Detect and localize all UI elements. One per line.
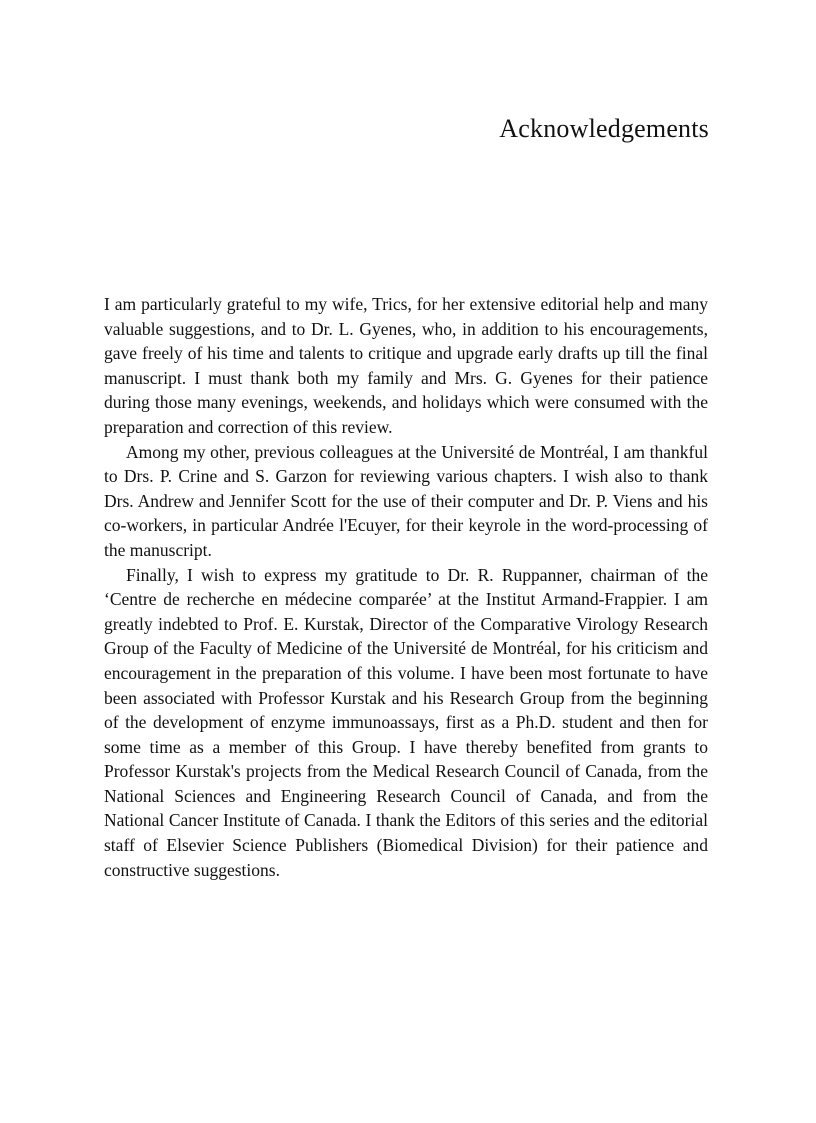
paragraph-family-thanks: I am particularly grateful to my wife, Trics, for her extensive editorial help and many valuable suggestions, and to Dr. L. Gyenes, who, in addition to his encouragements, gave freely of his time and talents to critique and upgrade early drafts up till the final manuscript. I must thank both my family and Mrs. G. Gyenes for their patience during those many evenings, weekends, and holidays which were consumed with the preparation and correction of this review. [104, 294, 708, 437]
page-title: Acknowledgements [499, 114, 709, 143]
acknowledgements-body [104, 292, 708, 882]
paragraph-colleagues-thanks: Among my other, previous colleagues at the Université de Montréal, I am thankful to Drs. P. Crine and S. Garzon for reviewing various chapters. I wish also to thank Drs. Andrew and Jennifer Scott for the use of their computer and Dr. P. Viens and his co-workers, in particular Andrée l'Ecuyer, for their keyrole in the word-processing of the manuscript. [104, 441, 708, 560]
paragraph-institutional-thanks: Finally, I wish to express my gratitude to Dr. R. Ruppanner, chairman of the ‘Centre de recherche en médecine comparée’ at the Institut Armand-Frappier. I am greatly indebted to Prof. E. Kurstak, Director of the Comparative Virology Research Group of the Faculty of Medicine of the Université de Montréal, for his criticism and encouragement in the preparation of this volume. I have been most fortunate to have been associated with Professor Kurstak and his Research Group from the beginning of the development of enzyme immunoassays, first as a Ph.D. student and then for some time as a member of this Group. I have thereby benefited from grants to Professor Kurstak's projects from the Medical Research Council of Canada, from the National Sciences and Engineering Research Council of Canada, and from the National Cancer Institute of Canada. I thank the Editors of this series and the editorial staff of Elsevier Science Publishers (Biomedical Division) for their patience and constructive suggestions. [104, 564, 708, 880]
